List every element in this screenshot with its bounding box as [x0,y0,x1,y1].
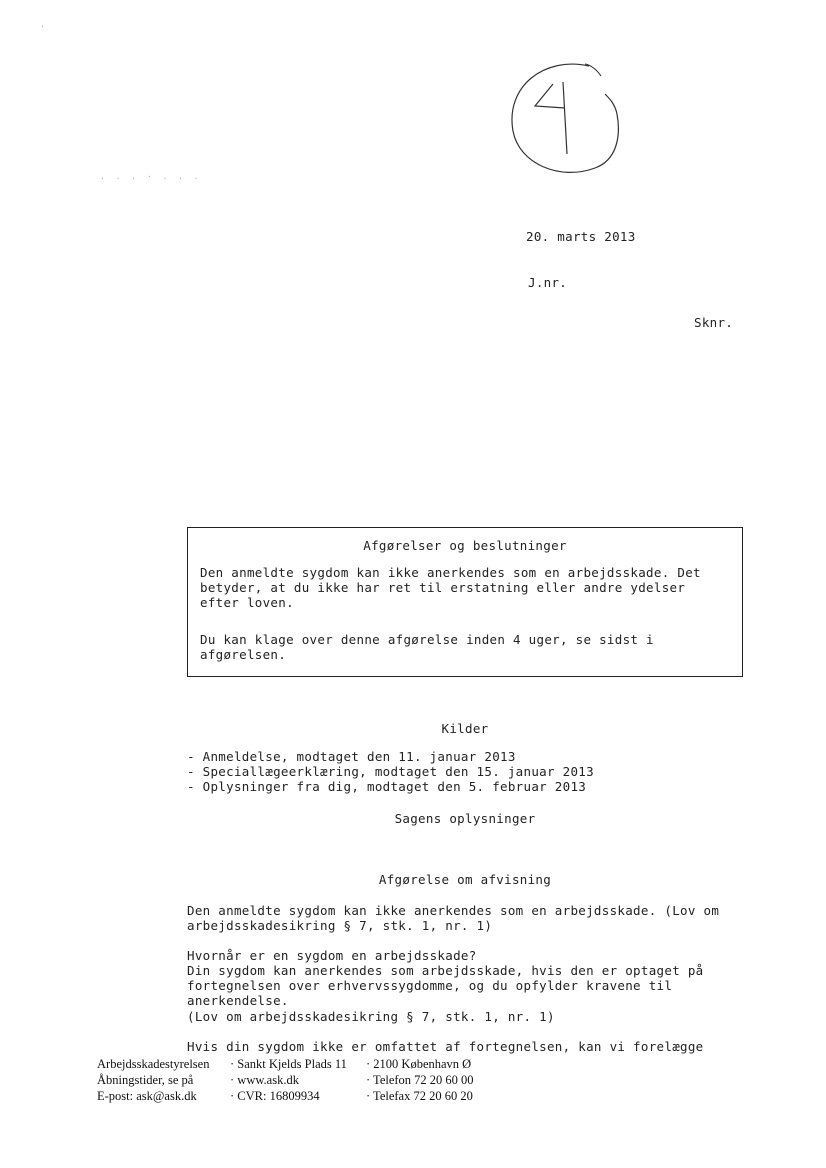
circled-number-drawing [505,56,625,180]
case-info-heading: Sagens oplysninger [394,811,536,826]
recognition-criteria-text: Din sygdom kan anerkendes som arbejdsskade, hvis den er optaget på fortegnelsen over erhvervssygdomme, og du opfylder kravene til anerkendelse. [187,963,704,1008]
footer-row [97,1056,474,1072]
list-item: - Speciallægeerklæring, modtaget den 15. januar 2013 [187,764,594,779]
footer-email: E-post: ask@ask.dk [97,1089,197,1103]
footer-address: · Sankt Kjelds Plads 11 [230,1057,347,1071]
decision-box-text: Den anmeldte sygdom kan ikke anerkendes som en arbejdsskade. Det betyder, at du ikke har ret til erstatning eller andre ydelser efter loven. [200,565,701,610]
footer-phone: · Telefon 72 20 60 00 [366,1073,474,1087]
scan-speck: · [40,22,45,31]
footer-org-name: Arbejdsskadestyrelsen [97,1057,210,1071]
continuation-text: Hvis din sygdom ikke er omfattet af fortegnelsen, kan vi forelægge [187,1039,704,1054]
footer-cvr: · CVR: 16809934 [230,1089,320,1103]
list-item: - Anmeldelse, modtaget den 11. januar 2013 [187,749,516,764]
list-item: - Oplysninger fra dig, modtaget den 5. februar 2013 [187,779,587,794]
sources-heading: Kilder [441,721,489,736]
footer-row [97,1072,474,1088]
footer-city: · 2100 København Ø [366,1057,472,1071]
rejection-heading: Afgørelse om afvisning [378,872,552,887]
scan-speck: . . . · . . . [100,172,202,181]
complaint-deadline-text: Du kan klage over denne afgørelse inden 4 uger, se sidst i afgørelsen. [200,632,654,662]
footer-row [97,1088,474,1104]
footer-website: · www.ask.dk [230,1073,299,1087]
footer-opening-hours: Åbningstider, se på [97,1073,194,1087]
handwritten-stamp [505,56,625,180]
decision-box-title: Afgørelser og beslutninger [363,538,567,553]
decision-summary-box [187,527,743,677]
footer-fax: · Telefax 72 20 60 20 [366,1089,473,1103]
sources-list [187,749,594,794]
journal-number-label: J.nr. [528,275,568,290]
law-reference-text: (Lov om arbejdsskadesikring § 7, stk. 1, nr. 1) [187,1009,555,1024]
case-number-label: Sknr. [694,315,734,330]
letter-date: 20. marts 2013 [526,229,636,244]
question-subheading: Hvornår er en sygdom en arbejdsskade? [187,948,477,963]
rejection-text: Den anmeldte sygdom kan ikke anerkendes som en arbejdsskade. (Lov om arbejdsskadesikring § 7, stk. 1, nr. 1) [187,903,720,933]
letter-footer [97,1056,474,1104]
